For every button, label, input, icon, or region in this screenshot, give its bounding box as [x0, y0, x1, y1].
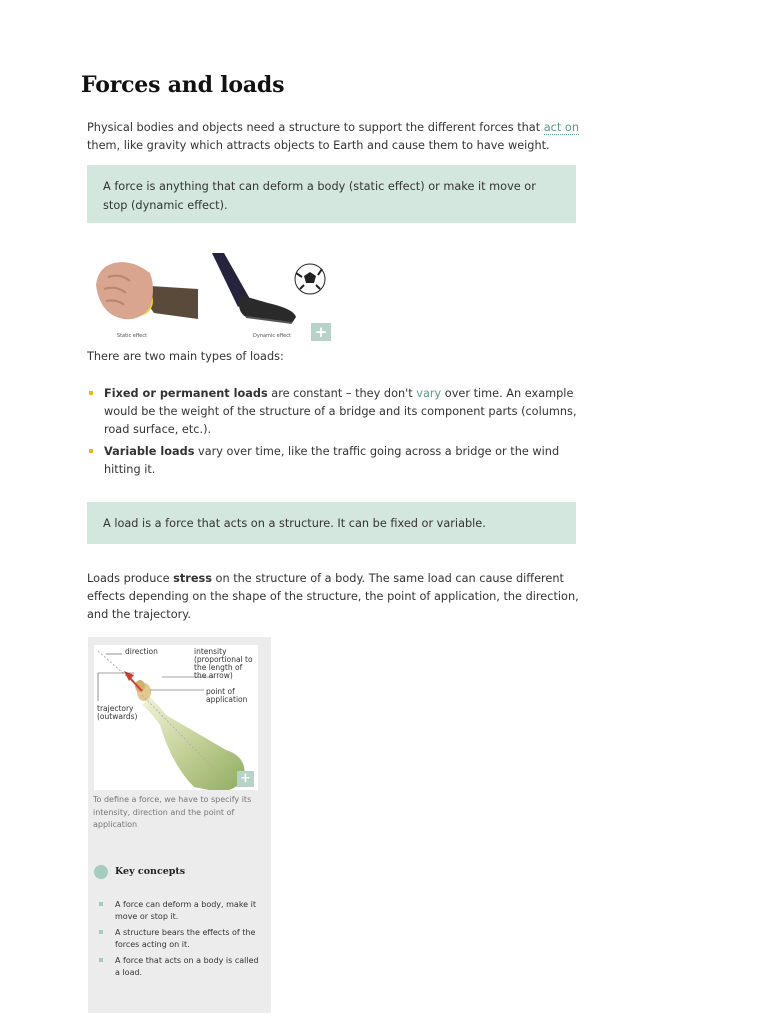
- static-effect-caption: Static effect: [116, 333, 148, 339]
- bullet-icon: [89, 391, 93, 395]
- list-item: [98, 927, 266, 950]
- fixed-loads-text-b: over time. An example would be the weight of the structure of a bridge and its component parts (columns, road surface, etc.).: [104, 387, 577, 436]
- key-concepts-icon: [94, 865, 108, 879]
- stress-term: stress: [173, 572, 212, 585]
- stress-text-a: Loads produce: [87, 572, 174, 585]
- list-item: [98, 899, 266, 922]
- variable-loads-term: Variable loads: [104, 445, 195, 458]
- force-diagram: [94, 645, 258, 790]
- vary-link[interactable]: vary: [416, 387, 442, 400]
- fixed-loads-term: Fixed or permanent loads: [104, 387, 268, 400]
- expand-diagram-button[interactable]: +: [237, 771, 254, 787]
- key-concept-text: A structure bears the effects of the forces acting on it.: [115, 928, 256, 949]
- bullet-icon: [99, 930, 103, 934]
- expand-images-button[interactable]: +: [311, 323, 331, 341]
- stress-text-b: on the structure of a body. The same load can cause different effects depending on the shape of the structure, the point of application, the direction, and the trajectory.: [87, 572, 579, 621]
- variable-loads-text: vary over time, like the traffic going across a bridge or the wind hitting it.: [104, 445, 560, 476]
- direction-label: direction: [125, 647, 158, 656]
- side-panel: [88, 637, 271, 1013]
- intro-text-a: Physical bodies and objects need a structure to support the different forces that: [87, 121, 544, 134]
- fixed-loads-text-a: are constant – they don't: [267, 387, 417, 400]
- static-effect-image: [94, 255, 198, 325]
- dynamic-effect-caption: Dynamic effect: [253, 333, 291, 339]
- key-concept-text: A force can deform a body, make it move or stop it.: [115, 900, 256, 921]
- intro-text-b: them, like gravity which attracts objects to Earth and cause them to have weight.: [87, 139, 550, 152]
- key-concepts-title: Key concepts: [115, 866, 186, 877]
- list-item: [98, 955, 266, 978]
- intro-paragraph: [87, 119, 587, 155]
- loads-list: [87, 385, 582, 483]
- loads-intro: There are two main types of loads:: [87, 350, 284, 363]
- page-title: Forces and loads: [81, 72, 285, 98]
- key-concept-text: A force that acts on a body is called a load.: [115, 956, 259, 977]
- act-on-link[interactable]: act on: [543, 121, 579, 134]
- stress-paragraph: [87, 570, 587, 624]
- bullet-icon: [99, 958, 103, 962]
- bullet-icon: [89, 449, 93, 453]
- diagram-caption: To define a force, we have to specify its intensity, direction and the point of application: [93, 795, 252, 829]
- load-definition-box: [87, 502, 576, 544]
- list-item: [87, 443, 582, 479]
- list-item: [87, 385, 582, 439]
- force-definition-text: A force is anything that can deform a body (static effect) or make it move or stop (dynamic effect).: [103, 180, 536, 212]
- intensity-label: intensity (proportional to the length of the arrow): [194, 647, 253, 680]
- force-definition-box: [87, 165, 576, 223]
- dynamic-effect-image: [210, 251, 330, 329]
- point-of-application-label: point of application: [206, 687, 248, 704]
- key-concepts-list: [98, 899, 266, 983]
- bullet-icon: [99, 902, 103, 906]
- load-definition-text: A load is a force that acts on a structure. It can be fixed or variable.: [103, 517, 486, 530]
- trajectory-label: trajectory (outwards): [97, 704, 138, 721]
